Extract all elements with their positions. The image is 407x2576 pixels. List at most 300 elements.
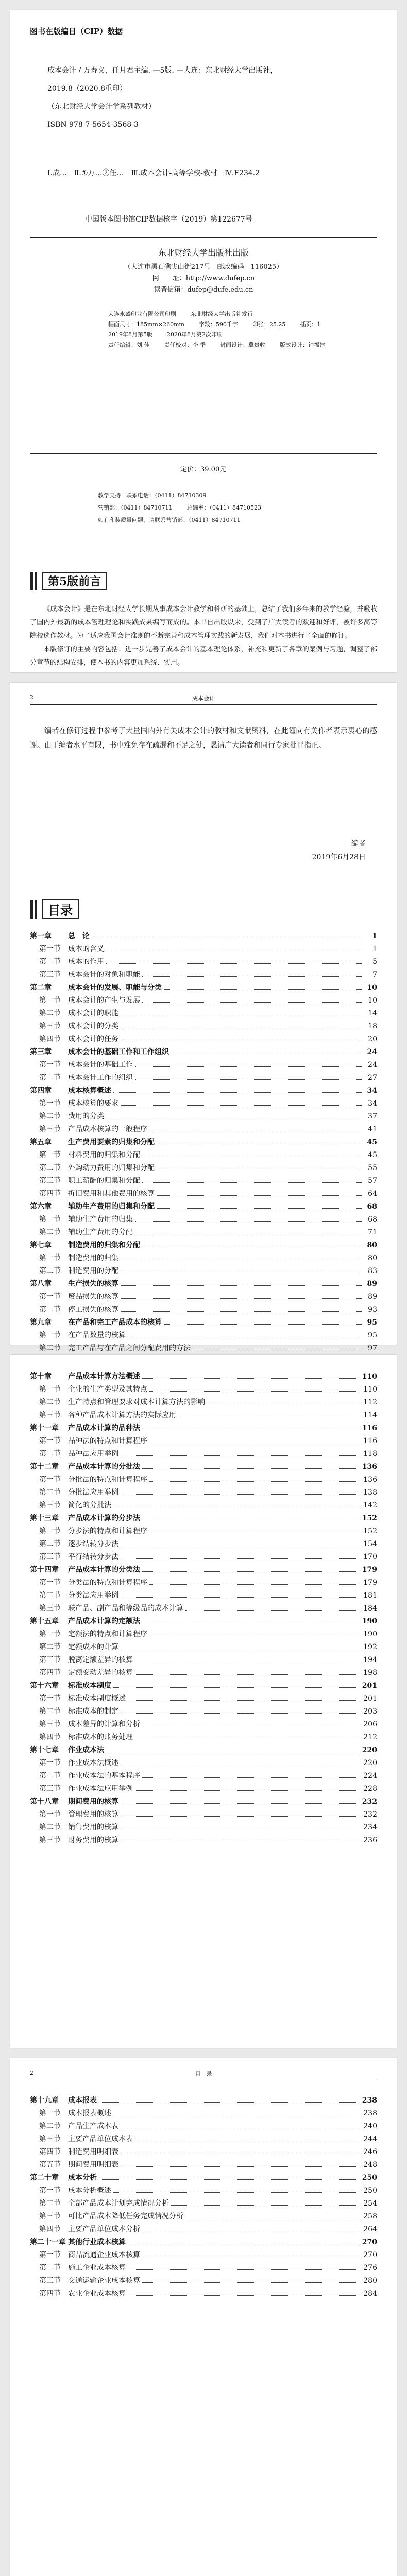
toc-entry-page: 27: [368, 1074, 377, 1082]
toc-entry-number: 第二节: [39, 2264, 61, 2272]
toc-entry-title: 辅助生产费用的分配: [68, 1228, 133, 1236]
toc-section-entry[interactable]: [30, 1342, 377, 1355]
toc-entry-title: 管理费用的核算: [68, 1810, 118, 1819]
preface-paragraph: 本版修订的主要内容包括：进一步完善了成本会计的基本理论体系，补充和更新了各章的案例与习题，调整了部分章节的结构安排，使本书的内容更加系统、实用。: [30, 646, 377, 667]
toc-leader-dots: [121, 1803, 360, 1804]
toc-entry-page: 7: [372, 971, 377, 979]
toc-entry-title: 制造费用的归集和分配: [68, 1241, 140, 1249]
print-cell: 幅面尺寸：185mm×260mm: [108, 321, 184, 328]
toc-list: [30, 1370, 377, 1847]
contact-info: [98, 489, 261, 527]
toc-section-entry[interactable]: [30, 1692, 377, 1705]
toc-chapter-entry[interactable]: [30, 1200, 377, 1213]
toc-entry-page: 244: [363, 2135, 377, 2143]
toc-chapter-entry[interactable]: [30, 1370, 377, 1383]
toc-entry-number: 第十六章: [30, 1682, 59, 1690]
toc-entry-page: 228: [363, 1785, 377, 1793]
toc-entry-title: 平行结转分步法: [68, 1553, 118, 1561]
toc-chapter-entry[interactable]: [30, 1615, 377, 1628]
toc-entry-title: 逐步结转分步法: [68, 1540, 118, 1548]
toc-entry-number: 第一节: [39, 1630, 61, 1638]
toc-section-entry[interactable]: [30, 1213, 377, 1226]
toc-section-entry[interactable]: [30, 1538, 377, 1551]
heading-bar: [35, 900, 37, 919]
toc-entry-title: 成本会计工作的组织: [68, 1074, 133, 1082]
toc-section-entry[interactable]: [30, 943, 377, 956]
toc-leader-dots: [135, 1066, 362, 1067]
print-cell: 字数：590千字: [198, 321, 238, 328]
toc-entry-number: 第六章: [30, 1202, 52, 1211]
toc-entry-title: 停工损失的核算: [68, 1306, 118, 1314]
toc-section-entry[interactable]: [30, 1396, 377, 1409]
toc-heading: [30, 899, 79, 919]
toc-entry-title: 产品成本计算的分批法: [68, 1463, 140, 1471]
toc-entry-title: 成本会计的对象和职能: [68, 971, 140, 979]
toc-entry-number: 第二章: [30, 984, 52, 992]
toc-chapter-entry[interactable]: [30, 1046, 377, 1059]
toc-entry-number: 第三节: [39, 1022, 61, 1030]
toc-entry-title: 分批法应用举例: [68, 1488, 118, 1497]
toc-entry-title: 标准成本制度: [68, 1682, 111, 1690]
toc-section-entry[interactable]: [30, 1329, 377, 1342]
toc-section-entry[interactable]: [30, 1808, 377, 1821]
toc-entry-page: 152: [362, 1514, 377, 1522]
toc-entry-page: 254: [363, 2199, 377, 2208]
toc-chapter-entry[interactable]: [30, 981, 377, 994]
toc-entry-number: 第七章: [30, 1241, 52, 1249]
toc-entry-number: 第一节: [39, 1331, 61, 1340]
toc-entry-page: 250: [362, 2174, 377, 2182]
print-row: [108, 340, 325, 350]
print-cell: 2019年8月第5版: [108, 331, 152, 338]
toc-entry-title: 制造费用明细表: [68, 2148, 118, 2156]
toc-section-entry[interactable]: [30, 1718, 377, 1731]
toc-entry-page: 14: [368, 1009, 377, 1018]
toc-section-entry[interactable]: [30, 1291, 377, 1303]
toc-leader-dots: [135, 1790, 361, 1791]
toc-leader-dots: [106, 963, 362, 964]
toc-entry-page: 5: [372, 958, 377, 966]
toc-entry-page: 248: [363, 2161, 377, 2169]
toc-entry-number: 第一节: [39, 1810, 61, 1819]
toc-section-entry[interactable]: [30, 969, 377, 981]
toc-section-entry[interactable]: [30, 1072, 377, 1084]
toc-section-entry[interactable]: [30, 1020, 377, 1033]
toc-entry-number: 第二节: [39, 1306, 61, 1314]
toc-entry-page: 179: [363, 1579, 377, 1587]
toc-entry-number: 第二节: [39, 1164, 61, 1172]
toc-entry-title: 材料费用的归集和分配: [68, 1151, 140, 1159]
toc-entry-page: 110: [362, 1372, 377, 1381]
toc-chapter-entry[interactable]: [30, 1564, 377, 1577]
toc-leader-dots: [121, 1558, 361, 1559]
toc-section-entry[interactable]: [30, 1525, 377, 1538]
toc-section-entry[interactable]: [30, 994, 377, 1007]
toc-section-entry[interactable]: [30, 2107, 377, 2120]
heading-bar: [30, 572, 33, 590]
toc-entry-page: 114: [363, 1411, 377, 1419]
toc-section-entry[interactable]: [30, 1783, 377, 1795]
toc-entry-number: 第一节: [39, 1385, 61, 1394]
toc-entry-number: 第一节: [39, 1694, 61, 1703]
publisher-name: 东北财经大学出版社出版: [158, 248, 249, 258]
page-number: 2: [30, 694, 33, 701]
toc-entry-page: 57: [368, 1177, 377, 1185]
toc-entry-page: 170: [363, 1553, 377, 1561]
toc-entry-number: 第一节: [39, 1579, 61, 1587]
toc-chapter-entry[interactable]: [30, 1680, 377, 1692]
toc-entry-page: 203: [363, 1707, 377, 1716]
preface-signature: [312, 837, 366, 864]
toc-entry-title: 品种法的特点和计算程序: [68, 1437, 147, 1445]
toc-section-entry[interactable]: [30, 1175, 377, 1188]
toc-section-entry[interactable]: [30, 1110, 377, 1123]
toc-entry-title: 在产品和完工产品成本的核算: [68, 1318, 162, 1327]
print-cell: 东北财经大学出版社发行: [191, 311, 253, 317]
toc-chapter-entry[interactable]: [30, 1744, 377, 1757]
toc-entry-number: 第一节: [39, 1254, 61, 1262]
toc-section-entry[interactable]: [30, 2223, 377, 2236]
toc-entry-number: 第四节: [39, 1190, 61, 1198]
toc-entry-page: 112: [363, 1398, 377, 1406]
toc-entry-title: 作业成本法应用举例: [68, 1785, 133, 1793]
toc-section-entry[interactable]: [30, 1705, 377, 1718]
toc-leader-dots: [171, 2205, 361, 2206]
toc-leader-dots: [157, 1195, 362, 1196]
cip-line: 2019.8（2020.8重印）: [47, 84, 127, 93]
divider: [30, 453, 377, 454]
toc-entry-page: 232: [363, 1810, 377, 1819]
toc-section-entry[interactable]: [30, 1226, 377, 1239]
toc-entry-number: 第一节: [39, 2109, 61, 2117]
toc-leader-dots: [128, 2269, 361, 2270]
toc-section-entry[interactable]: [30, 1059, 377, 1072]
toc-entry-page: 190: [363, 1630, 377, 1638]
toc-leader-dots: [142, 1468, 360, 1469]
toc-section-entry[interactable]: [30, 1123, 377, 1136]
toc-entry-number: 第一节: [39, 1527, 61, 1535]
toc-section-entry[interactable]: [30, 1473, 377, 1486]
toc-section-entry[interactable]: [30, 1731, 377, 1744]
toc-entry-title: 商品流通企业成本核算: [68, 2251, 140, 2259]
toc-entry-title: 完工产品与在产品之间分配费用的方法: [68, 1344, 191, 1352]
preface-title: 第5版前言: [42, 572, 107, 590]
toc-entry-title: 作业成本法的基本程序: [68, 1772, 140, 1780]
toc-leader-dots: [121, 1455, 361, 1456]
print-cell: 责任编辑：刘 佳: [108, 342, 150, 348]
toc-chapter-entry[interactable]: [30, 2236, 377, 2249]
toc-entry-page: 154: [363, 1540, 377, 1548]
toc-entry-number: 第三节: [39, 1720, 61, 1728]
toc-entry-page: 80: [368, 1254, 377, 1262]
preface-heading: [30, 572, 107, 590]
toc-entry-number: 第一节: [39, 1293, 61, 1301]
toc-entry-title: 定额法的特点和计算程序: [68, 1630, 147, 1638]
toc-entry-title: 产品成本核算的一般程序: [68, 1125, 147, 1133]
toc-entry-title: 销售费用的核算: [68, 1823, 118, 1832]
toc-leader-dots: [135, 1674, 361, 1675]
toc-section-entry[interactable]: [30, 1577, 377, 1589]
toc-entry-page: 89: [367, 1280, 377, 1288]
toc-entry-page: 276: [363, 2264, 377, 2272]
toc-chapter-entry[interactable]: [30, 1316, 377, 1329]
toc-entry-page: 194: [363, 1656, 377, 1664]
toc-entry-page: 37: [368, 1112, 377, 1121]
print-cell: 2020年8月第2次印刷: [167, 331, 223, 338]
toc-entry-number: 第一节: [39, 2251, 61, 2259]
toc-entry-title: 各种产品成本计算方法的实际应用: [68, 1411, 176, 1419]
publisher-address: （大连市黑石礁尖山街217号 邮政编码 116025）: [124, 263, 283, 271]
toc-leader-dots: [142, 1777, 361, 1778]
toc-leader-dots: [99, 2102, 360, 2103]
toc-section-entry[interactable]: [30, 1383, 377, 1396]
toc-section-entry[interactable]: [30, 1499, 377, 1512]
print-row: [108, 319, 325, 330]
toc-section-entry[interactable]: [30, 2197, 377, 2210]
toc-section-entry[interactable]: [30, 1551, 377, 1564]
toc-entry-page: 95: [367, 1318, 377, 1327]
toc-list: [30, 930, 377, 1368]
toc-section-entry[interactable]: [30, 2133, 377, 2146]
toc-entry-page: 1: [372, 945, 377, 953]
toc-entry-page: 181: [363, 1591, 377, 1600]
toc-entry-title: 成本报表: [68, 2096, 97, 2105]
toc-entry-title: 成本会计的分类: [68, 1022, 118, 1030]
toc-entry-number: 第四章: [30, 1087, 52, 1095]
toc-entry-number: 第一节: [39, 1061, 61, 1069]
toc-section-entry[interactable]: [30, 1602, 377, 1615]
toc-section-entry[interactable]: [30, 1821, 377, 1834]
toc-section-entry[interactable]: [30, 2275, 377, 2287]
toc-leader-dots: [113, 2192, 361, 2193]
toc-section-entry[interactable]: [30, 1033, 377, 1046]
toc-leader-dots: [142, 2282, 361, 2283]
toc-page: [10, 2058, 397, 2576]
toc-entry-page: 280: [363, 2277, 377, 2285]
toc-section-entry[interactable]: [30, 1149, 377, 1162]
toc-entry-title: 废品损失的核算: [68, 1293, 118, 1301]
toc-entry-number: 第三节: [39, 2135, 61, 2143]
toc-entry-number: 第二节: [39, 1772, 61, 1780]
toc-section-entry[interactable]: [30, 1448, 377, 1461]
contact-cell: 营销部：（0411）84710711: [98, 504, 173, 511]
toc-entry-title: 可比产品成本降低任务完成情况分析: [68, 2212, 183, 2221]
toc-section-entry[interactable]: [30, 1654, 377, 1667]
toc-entry-title: 产品成本计算方法概述: [68, 1372, 140, 1381]
toc-entry-title: 产品成本计算的品种法: [68, 1424, 140, 1432]
toc-entry-page: 238: [363, 2109, 377, 2117]
toc-section-entry[interactable]: [30, 2262, 377, 2275]
toc-entry-title: 生产损失的核算: [68, 1280, 118, 1288]
toc-chapter-entry[interactable]: [30, 1136, 377, 1149]
toc-section-entry[interactable]: [30, 1162, 377, 1175]
toc-section-entry[interactable]: [30, 1757, 377, 1770]
toc-entry-title: 产品生产成本表: [68, 2122, 118, 2130]
print-cell: 大连永盛印业有限公司印刷: [108, 311, 176, 317]
toc-entry-title: 品种法应用举例: [68, 1450, 118, 1458]
toc-section-entry[interactable]: [30, 1188, 377, 1200]
toc-entry-title: 定额成本的计算: [68, 1643, 118, 1651]
toc-entry-title: 辅助生产费用的归集: [68, 1215, 133, 1224]
toc-chapter-entry[interactable]: [30, 1422, 377, 1435]
toc-entry-page: 68: [367, 1202, 377, 1211]
toc-entry-title: 成本核算的要求: [68, 1099, 118, 1108]
header-rule: [30, 704, 377, 705]
toc-leader-dots: [135, 1221, 362, 1222]
toc-entry-page: 41: [368, 1125, 377, 1133]
toc-entry-page: 55: [368, 1164, 377, 1172]
toc-entry-number: 第二十一章: [30, 2238, 66, 2246]
toc-entry-number: 第四节: [39, 2148, 61, 2156]
toc-entry-title: 成本会计的基础工作: [68, 1061, 133, 1069]
toc-section-entry[interactable]: [30, 2159, 377, 2172]
cip-line: 成本会计 / 万寿义，任月君主编. —5版. —大连：东北财经大学出版社，: [47, 66, 278, 75]
toc-entry-number: 第二节: [39, 1112, 61, 1121]
toc-chapter-entry[interactable]: [30, 2172, 377, 2184]
toc-entry-page: 10: [367, 984, 377, 992]
toc-entry-page: 224: [363, 1772, 377, 1780]
toc-entry-number: 第二十章: [30, 2174, 59, 2182]
contact-cell: 如有印装质量问题，请联系营销部：（0411）84710711: [98, 517, 241, 523]
toc-entry-number: 第二节: [39, 1823, 61, 1832]
toc-section-entry[interactable]: [30, 1486, 377, 1499]
toc-chapter-entry[interactable]: [30, 1512, 377, 1525]
toc-entry-page: 246: [363, 2148, 377, 2156]
toc-entry-page: 198: [363, 1669, 377, 1677]
toc-entry-title: 期间费用的核算: [68, 1798, 118, 1806]
toc-entry-page: 89: [368, 1293, 377, 1301]
toc-entry-title: 作业成本法: [68, 1746, 104, 1754]
toc-entry-title: 成本的作用: [68, 958, 104, 966]
toc-leader-dots: [99, 2179, 360, 2180]
toc-entry-title: 总 论: [68, 932, 90, 940]
toc-entry-title: 企业的生产类型及其特点: [68, 1385, 147, 1394]
toc-entry-title: 分批法的特点和计算程序: [68, 1476, 147, 1484]
toc-entry-page: 24: [367, 1048, 377, 1056]
toc-entry-number: 第三节: [39, 1411, 61, 1419]
toc-entry-title: 财务费用的核算: [68, 1836, 118, 1844]
toc-entry-number: 第二节: [39, 1344, 61, 1352]
cip-record: [47, 62, 277, 134]
toc-chapter-entry[interactable]: [30, 930, 377, 943]
print-cell: 版式设计：钟福建: [280, 342, 325, 348]
preface-end-page: [10, 683, 397, 1352]
toc-entry-page: 212: [363, 1733, 377, 1741]
toc-entry-title: 主要产品单位成本表: [68, 2135, 133, 2143]
toc-entry-title: 成本核算概述: [68, 1087, 111, 1095]
toc-entry-title: 职工薪酬的归集和分配: [68, 1177, 140, 1185]
toc-entry-title: 制造费用的归集: [68, 1254, 118, 1262]
toc-section-entry[interactable]: [30, 2249, 377, 2262]
cip-number: 中国版本图书馆CIP数据核字（2019）第122677号: [85, 215, 252, 224]
toc-section-entry[interactable]: [30, 956, 377, 969]
divider: [30, 237, 377, 238]
toc-entry-title: 分类法的特点和计算程序: [68, 1579, 147, 1587]
toc-section-entry[interactable]: [30, 1770, 377, 1783]
toc-entry-title: 全部产品成本计划完成情况分析: [68, 2199, 169, 2208]
toc-entry-title: 其他行业成本核算: [68, 2238, 126, 2246]
toc-entry-page: 136: [363, 1476, 377, 1484]
toc-entry-number: 第二节: [39, 1009, 61, 1018]
toc-entry-title: 折旧费用和其他费用的核算: [68, 1190, 155, 1198]
toc-entry-title: 成本报表概述: [68, 2109, 111, 2117]
toc-entry-page: 234: [363, 1823, 377, 1832]
toc-chapter-entry[interactable]: [30, 1239, 377, 1252]
cip-line: ISBN 978-7-5654-3568-3: [47, 121, 139, 129]
toc-entry-title: 费用的分类: [68, 1112, 104, 1121]
toc-entry-title: 产品成本计算的分步法: [68, 1514, 140, 1522]
toc-entry-title: 在产品数量的核算: [68, 1331, 126, 1340]
toc-entry-page: 1: [372, 932, 377, 940]
toc-section-entry[interactable]: [30, 1409, 377, 1422]
toc-entry-number: 第一节: [39, 1215, 61, 1224]
toc-section-entry[interactable]: [30, 2287, 377, 2300]
toc-entry-number: 第十五章: [30, 1617, 59, 1625]
toc-section-entry[interactable]: [30, 2120, 377, 2133]
toc-entry-number: 第四节: [39, 1733, 61, 1741]
toc-entry-title: 成本会计的任务: [68, 1035, 118, 1043]
toc-chapter-entry[interactable]: [30, 1084, 377, 1097]
toc-section-entry[interactable]: [30, 1252, 377, 1265]
toc-entry-title: 分类法应用举例: [68, 1591, 118, 1600]
toc-section-entry[interactable]: [30, 1628, 377, 1641]
toc-section-entry[interactable]: [30, 1667, 377, 1680]
toc-chapter-entry[interactable]: [30, 1461, 377, 1473]
toc-section-entry[interactable]: [30, 1265, 377, 1278]
toc-section-entry[interactable]: [30, 1589, 377, 1602]
toc-leader-dots: [142, 1571, 360, 1572]
toc-entry-title: 辅助生产费用的归集和分配: [68, 1202, 155, 1211]
toc-leader-dots: [142, 1182, 362, 1183]
toc-entry-title: 脱离定额差异的核算: [68, 1656, 133, 1664]
toc-entry-page: 71: [368, 1228, 377, 1236]
toc-leader-dots: [121, 2166, 361, 2167]
toc-section-entry[interactable]: [30, 1435, 377, 1448]
toc-section-entry[interactable]: [30, 2210, 377, 2223]
toc-leader-dots: [185, 1610, 361, 1611]
toc-entry-number: 第四节: [39, 2290, 61, 2298]
toc-leader-dots: [142, 976, 362, 977]
toc-entry-title: 产品成本计算的分类法: [68, 1566, 140, 1574]
toc-chapter-entry[interactable]: [30, 2094, 377, 2107]
toc-section-entry[interactable]: [30, 1097, 377, 1110]
toc-section-entry[interactable]: [30, 1834, 377, 1847]
toc-entry-number: 第十一章: [30, 1424, 59, 1432]
toc-entry-number: 第十八章: [30, 1798, 59, 1806]
toc-entry-number: 第三章: [30, 1048, 52, 1056]
toc-entry-page: 93: [368, 1306, 377, 1314]
toc-entry-page: 45: [368, 1151, 377, 1159]
toc-chapter-entry[interactable]: [30, 1795, 377, 1808]
toc-entry-title: 定额变动差异的核算: [68, 1669, 133, 1677]
toc-leader-dots: [121, 1298, 362, 1299]
toc-section-entry[interactable]: [30, 2184, 377, 2197]
toc-entry-number: 第二节: [39, 2122, 61, 2130]
toc-section-entry[interactable]: [30, 1641, 377, 1654]
toc-entry-number: 第四节: [39, 1669, 61, 1677]
toc-section-entry[interactable]: [30, 2146, 377, 2159]
toc-entry-page: 83: [368, 1267, 377, 1275]
toc-entry-page: 258: [363, 2212, 377, 2221]
toc-entry-number: 第一节: [39, 1151, 61, 1159]
toc-entry-title: 期间费用明细表: [68, 2161, 118, 2169]
cip-title: 图书在版编目（CIP）数据: [30, 27, 123, 36]
toc-section-entry[interactable]: [30, 1303, 377, 1316]
toc-chapter-entry[interactable]: [30, 1278, 377, 1291]
toc-leader-dots: [121, 1105, 362, 1106]
toc-section-entry[interactable]: [30, 1007, 377, 1020]
toc-entry-number: 第三节: [39, 1604, 61, 1613]
